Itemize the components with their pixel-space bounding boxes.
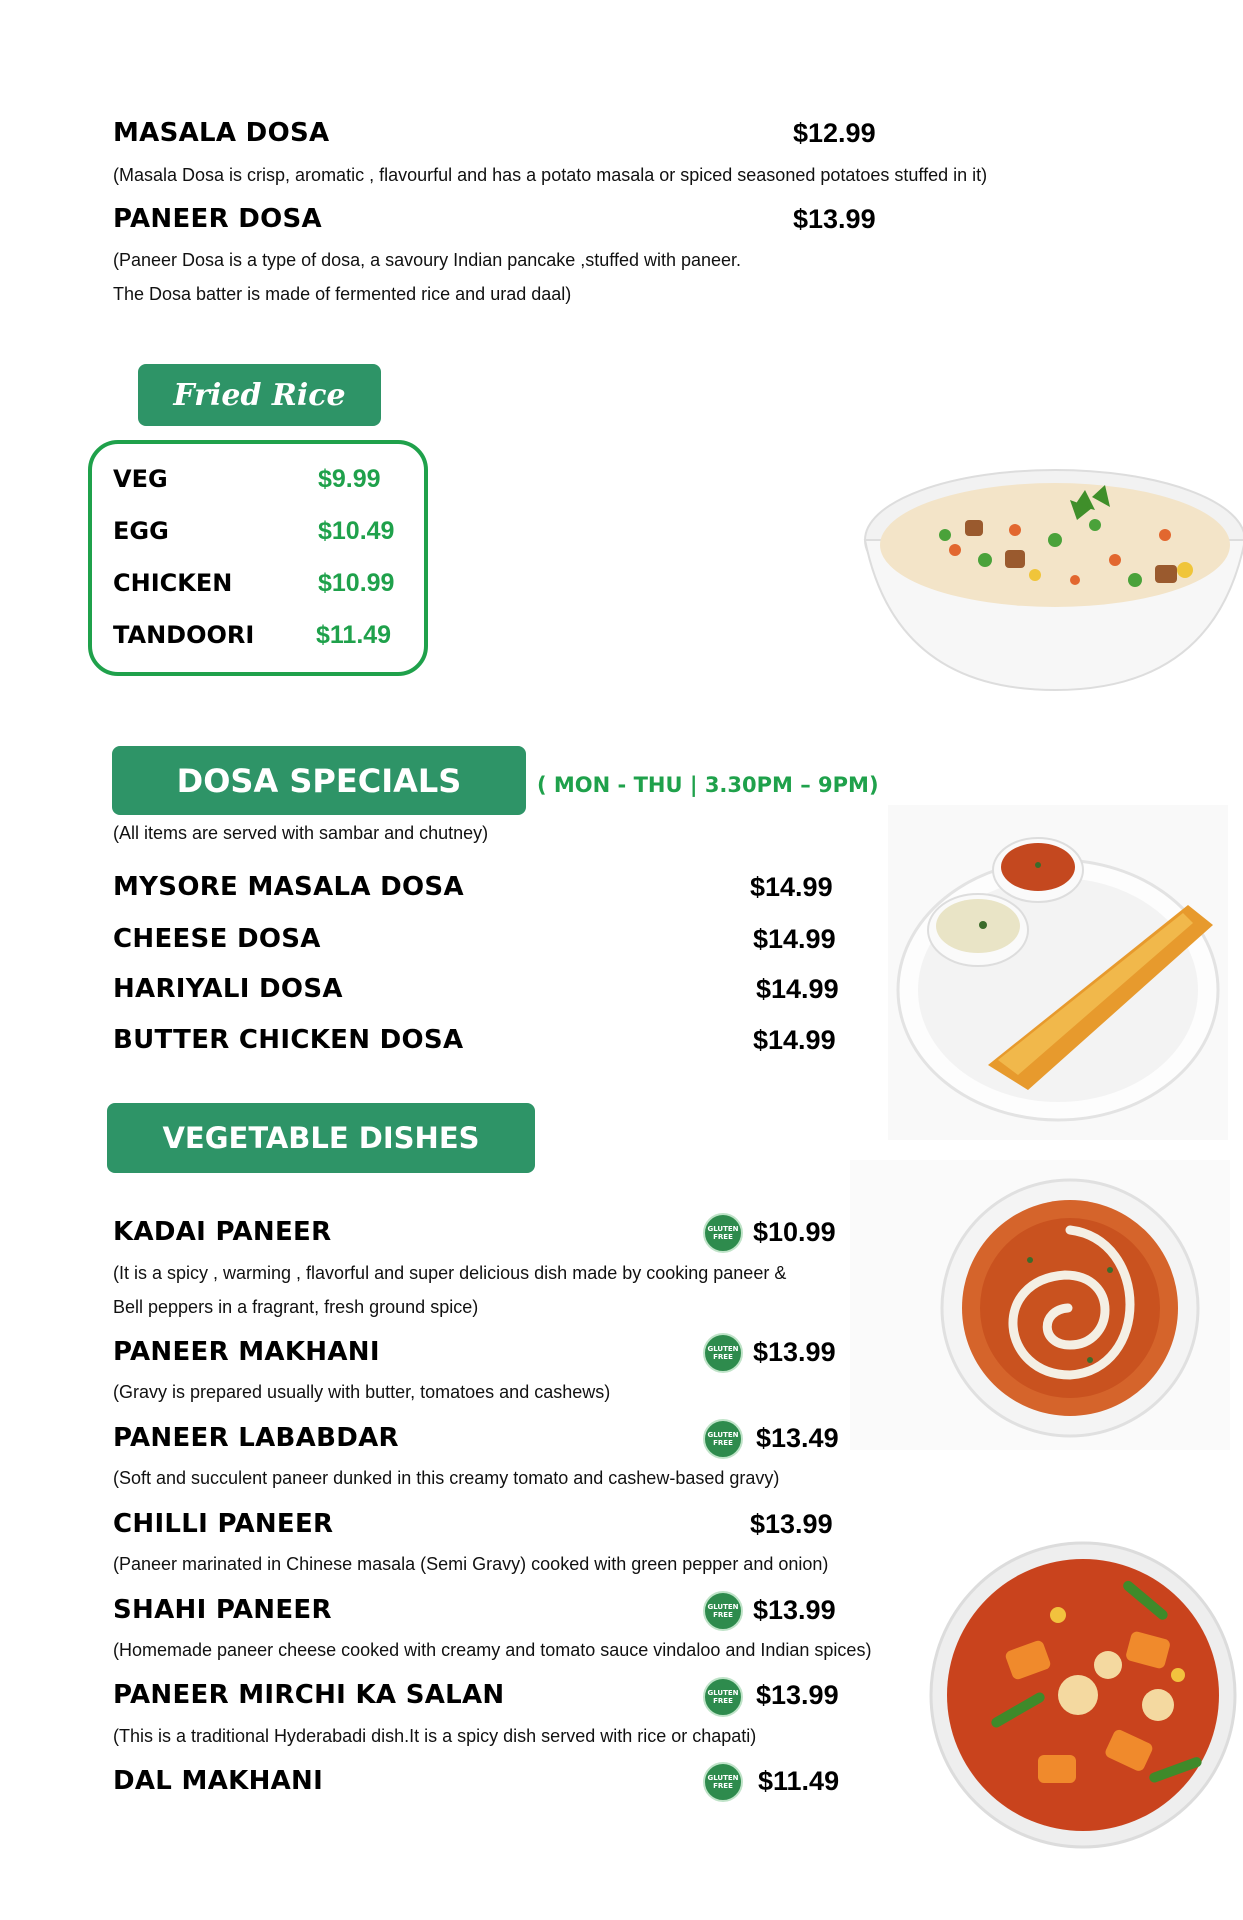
item-price: $13.99 (793, 204, 876, 234)
mixed-vegetable-curry-image (918, 1525, 1243, 1865)
item-description: (Paneer marinated in Chinese masala (Semi Gravy) cooked with green pepper and onion) (113, 1554, 829, 1574)
item-price: $13.99 (756, 1680, 839, 1710)
item-name: DAL MAKHANI (113, 1766, 324, 1796)
item-price: $10.99 (318, 569, 395, 597)
item-price: $13.99 (753, 1595, 836, 1625)
item-description: (Paneer Dosa is a type of dosa, a savoury Indian pancake ,stuffed with paneer. (113, 250, 742, 270)
section-note: (All items are served with sambar and chutney) (113, 823, 489, 843)
item-name: CHEESE DOSA (113, 924, 321, 954)
paneer-makhani-image (850, 1160, 1230, 1450)
item-price: $12.99 (793, 118, 876, 148)
section-title: DOSA SPECIALS (176, 761, 462, 800)
vegetable-dishes-banner (107, 1103, 535, 1173)
item-description: (It is a spicy , warming , flavorful and super delicious dish made by cooking paneer & (113, 1263, 787, 1283)
item-name: PANEER LABABDAR (113, 1423, 399, 1453)
item-price: $13.99 (750, 1509, 833, 1539)
gluten-free-icon (703, 1419, 743, 1459)
item-price: $11.49 (316, 621, 392, 649)
item-description: The Dosa batter is made of fermented rice and urad daal) (113, 284, 572, 304)
item-price: $11.49 (758, 1766, 840, 1796)
item-price: $14.99 (750, 872, 833, 902)
item-name: CHILLI PANEER (113, 1509, 334, 1539)
section-title: VEGETABLE DISHES (162, 1121, 480, 1155)
item-price: $9.99 (318, 465, 381, 493)
gluten-free-label: GLUTEN FREE (707, 1603, 739, 1619)
schedule-text: ( MON - THU | 3.30PM – 9PM) (537, 773, 879, 797)
gluten-free-label: GLUTEN FREE (707, 1774, 739, 1790)
fried-rice-image (855, 440, 1243, 700)
item-price: $10.49 (318, 517, 395, 545)
gluten-free-icon (703, 1677, 743, 1717)
item-name: PANEER DOSA (113, 204, 322, 234)
item-price: $13.49 (756, 1423, 839, 1453)
gluten-free-label: GLUTEN FREE (707, 1345, 739, 1361)
item-price: $13.99 (753, 1337, 836, 1367)
item-description: (This is a traditional Hyderabadi dish.It is a spicy dish served with rice or chapati) (113, 1726, 757, 1746)
section-title: Fried Rice (173, 377, 346, 413)
item-price: $14.99 (753, 924, 836, 954)
item-name: MASALA DOSA (113, 118, 330, 148)
item-description: Bell peppers in a fragrant, fresh ground spice) (113, 1297, 479, 1317)
item-description: (Soft and succulent paneer dunked in this creamy tomato and cashew-based gravy) (113, 1468, 780, 1488)
item-name: SHAHI PANEER (113, 1595, 332, 1625)
item-name: EGG (113, 517, 169, 545)
item-price: $14.99 (756, 974, 839, 1004)
gluten-free-label: GLUTEN FREE (707, 1431, 739, 1447)
item-name: TANDOORI (113, 621, 255, 649)
item-price: $10.99 (753, 1217, 836, 1247)
item-description: (Masala Dosa is crisp, aromatic , flavourful and has a potato masala or spiced seasoned potatoes stuffed in it) (113, 165, 988, 185)
item-price: $14.99 (753, 1025, 836, 1055)
item-name: MYSORE MASALA DOSA (113, 872, 464, 902)
item-name: VEG (113, 465, 168, 493)
item-name: KADAI PANEER (113, 1217, 332, 1247)
item-name: PANEER MIRCHI KA SALAN (113, 1680, 505, 1710)
gluten-free-icon (703, 1213, 743, 1253)
dosa-plate-image (888, 805, 1228, 1140)
gluten-free-icon (703, 1762, 743, 1802)
item-name: PANEER MAKHANI (113, 1337, 380, 1367)
item-description: (Homemade paneer cheese cooked with creamy and tomato sauce vindaloo and Indian spices) (113, 1640, 872, 1660)
item-name: HARIYALI DOSA (113, 974, 343, 1004)
dosa-specials-banner (112, 746, 526, 815)
gluten-free-icon (703, 1591, 743, 1631)
gluten-free-label: GLUTEN FREE (707, 1689, 739, 1705)
gluten-free-icon (703, 1333, 743, 1373)
gluten-free-label: GLUTEN FREE (707, 1225, 739, 1241)
item-description: (Gravy is prepared usually with butter, tomatoes and cashews) (113, 1382, 611, 1402)
item-name: CHICKEN (113, 569, 233, 597)
item-name: BUTTER CHICKEN DOSA (113, 1025, 464, 1055)
fried-rice-banner (138, 364, 381, 426)
